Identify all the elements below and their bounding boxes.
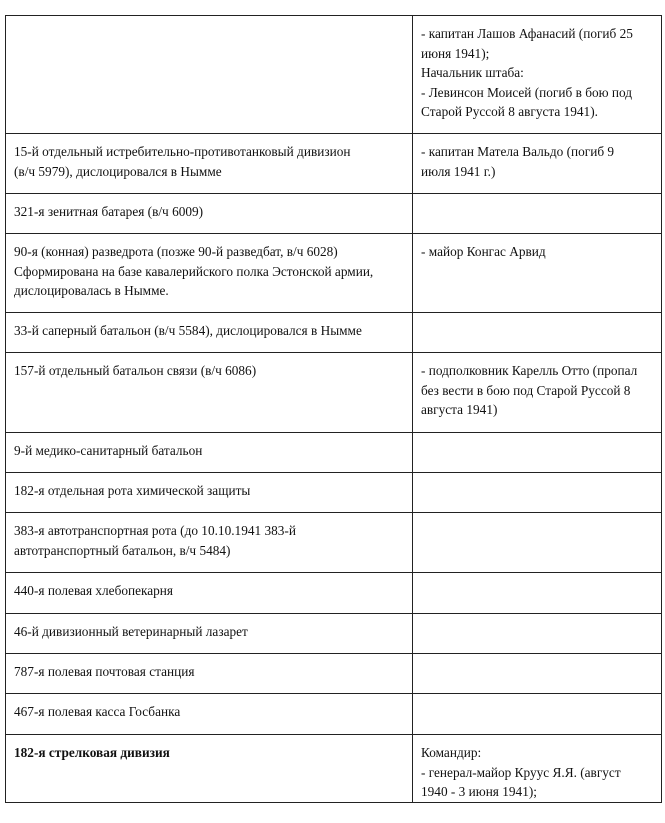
commander-text: августа 1941) — [421, 402, 498, 417]
commander-text: - капитан Лашов Афанасий (погиб 25 — [421, 26, 633, 41]
table-row — [6, 433, 662, 473]
units-table — [5, 15, 662, 803]
commander-cell — [413, 234, 662, 313]
commander-text: Командир: — [421, 745, 482, 760]
unit-cell — [6, 433, 413, 473]
commander-cell — [413, 16, 662, 134]
unit-cell — [6, 573, 413, 614]
unit-text: 9-й медико-санитарный батальон — [14, 443, 203, 458]
commander-cell — [413, 433, 662, 473]
unit-cell — [6, 735, 413, 803]
unit-text: Сформирована на базе кавалерийского полка Эстонской армии, — [14, 263, 374, 279]
commander-cell — [413, 614, 662, 654]
commander-text: - генерал-майор Круус Я.Я. (август — [421, 764, 621, 780]
unit-cell — [6, 513, 413, 573]
table-row — [6, 694, 662, 735]
unit-text: 440-я полевая хлебопекарня — [14, 583, 174, 598]
commander-cell — [413, 654, 662, 694]
table-row — [6, 473, 662, 513]
unit-text: 182-я отдельная рота химической защиты — [14, 483, 251, 498]
unit-cell — [6, 194, 413, 234]
commander-text: июня 1941); — [421, 45, 490, 61]
table-row — [6, 194, 662, 234]
commander-text: июля 1941 г.) — [421, 163, 496, 179]
table-row — [6, 134, 662, 194]
unit-cell — [6, 473, 413, 513]
commander-cell — [413, 473, 662, 513]
unit-cell — [6, 654, 413, 694]
unit-text: 467-я полевая касса Госбанка — [14, 704, 181, 719]
commander-text: - капитан Матела Вальдо (погиб 9 — [421, 144, 615, 159]
unit-text: 33-й саперный батальон (в/ч 5584), дислоцировался в Нымме — [14, 323, 362, 338]
unit-text: 90-я (конная) разведрота (позже 90-й разведбат, в/ч 6028) — [14, 244, 338, 259]
unit-text: 383-я автотранспортная рота (до 10.10.1941 383-й — [14, 523, 296, 538]
commander-cell — [413, 573, 662, 614]
commander-text: 1940 - 3 июня 1941); — [421, 784, 537, 799]
commander-text: - Левинсон Моисей (погиб в бою под — [421, 84, 633, 100]
unit-text: 787-я полевая почтовая станция — [14, 664, 195, 679]
unit-text: 157-й отдельный батальон связи (в/ч 6086) — [14, 363, 257, 378]
unit-cell — [6, 134, 413, 194]
commander-cell — [413, 513, 662, 573]
unit-text: 182-я стрелковая дивизия — [14, 745, 170, 760]
table-row — [6, 16, 662, 134]
unit-cell — [6, 313, 413, 353]
unit-cell — [6, 614, 413, 654]
commander-cell — [413, 353, 662, 433]
commander-cell — [413, 313, 662, 353]
units-table-body — [6, 16, 662, 803]
commander-text: - подполковник Карелль Отто (пропал — [421, 363, 638, 378]
unit-text: 46-й дивизионный ветеринарный лазарет — [14, 624, 248, 639]
table-row — [6, 573, 662, 614]
unit-text: дислоцировалась в Нымме. — [14, 283, 169, 298]
unit-text: 15-й отдельный истребительно-противотанковый дивизион — [14, 144, 351, 159]
table-row — [6, 234, 662, 313]
unit-cell — [6, 694, 413, 735]
commander-cell — [413, 194, 662, 234]
unit-text: (в/ч 5979), дислоцировался в Нымме — [14, 163, 222, 179]
commander-text: Начальник штаба: — [421, 65, 524, 80]
commander-cell — [413, 694, 662, 735]
unit-cell — [6, 353, 413, 433]
table-row — [6, 614, 662, 654]
unit-cell — [6, 234, 413, 313]
commander-cell — [413, 735, 662, 803]
commander-text: Старой Руссой 8 августа 1941). — [421, 104, 598, 119]
commander-text: - майор Конгас Арвид — [421, 244, 546, 259]
unit-cell — [6, 16, 413, 134]
table-row — [6, 513, 662, 573]
table-row — [6, 654, 662, 694]
unit-text: автотранспортный батальон, в/ч 5484) — [14, 542, 231, 558]
table-row — [6, 735, 662, 803]
table-row — [6, 313, 662, 353]
commander-cell — [413, 134, 662, 194]
table-row — [6, 353, 662, 433]
unit-text: 321-я зенитная батарея (в/ч 6009) — [14, 204, 204, 219]
commander-text: без вести в бою под Старой Руссой 8 — [421, 382, 631, 398]
